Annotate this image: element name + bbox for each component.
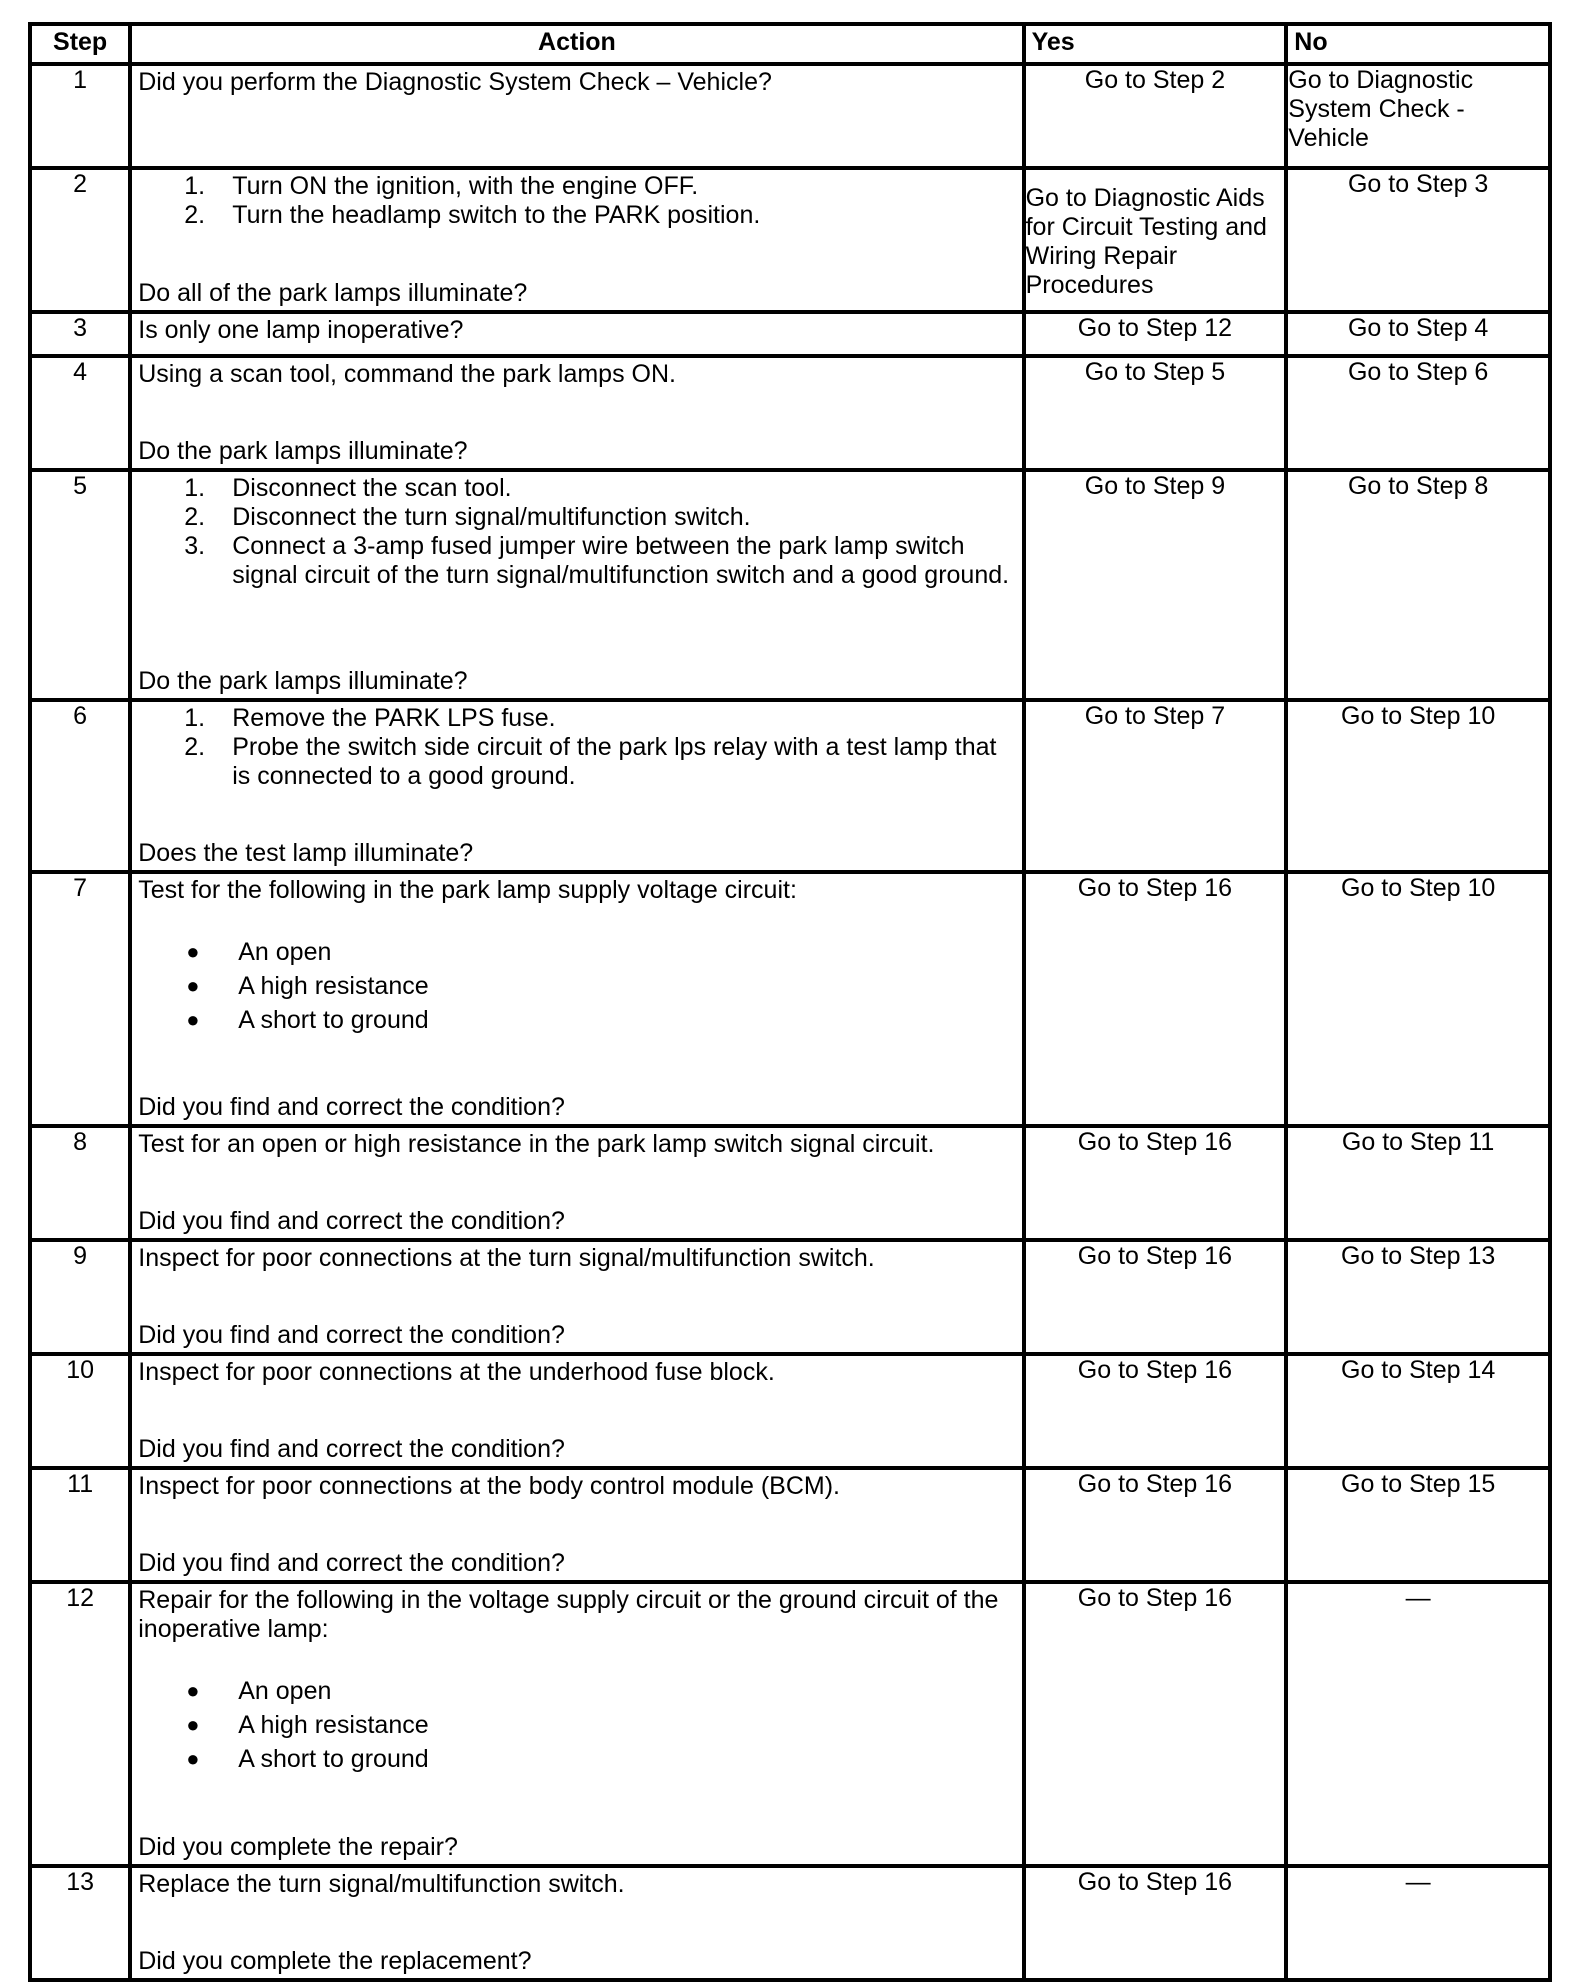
no-cell: — [1286, 1866, 1550, 1980]
no-cell: — [1286, 1582, 1550, 1866]
no-cell: Go to Step 8 [1286, 470, 1550, 700]
no-cell: Go to Step 14 [1286, 1354, 1550, 1468]
yes-cell: Go to Step 16 [1024, 1468, 1287, 1582]
table-row [30, 1240, 1550, 1354]
step-number: 13 [30, 1866, 130, 1980]
action-question: Did you find and correct the condition? [138, 1207, 565, 1235]
list-item: 2. Disconnect the turn signal/multifunction switch. [184, 503, 751, 531]
action-cell [130, 1126, 1023, 1240]
step-number: 5 [30, 470, 130, 700]
action-text: Inspect for poor connections at the turn signal/multifunction switch. [138, 1244, 875, 1272]
action-text: Is only one lamp inoperative? [138, 316, 464, 344]
table-row [30, 312, 1550, 356]
table-row [30, 1582, 1550, 1866]
action-question: Do the park lamps illuminate? [138, 667, 468, 695]
yes-cell: Go to Step 16 [1024, 1866, 1287, 1980]
action-question: Did you complete the repair? [138, 1833, 458, 1861]
table-row [30, 168, 1550, 312]
yes-cell: Go to Step 5 [1024, 356, 1287, 470]
action-question: Did you find and correct the condition? [138, 1321, 565, 1349]
yes-cell: Go to Step 12 [1024, 312, 1287, 356]
no-cell: Go to Step 4 [1286, 312, 1550, 356]
list-item: 1. Turn ON the ignition, with the engine OFF. [184, 172, 699, 200]
action-text: Using a scan tool, command the park lamps ON. [138, 360, 676, 388]
no-cell: Go to Diagnostic System Check - Vehicle [1286, 64, 1550, 168]
action-cell [130, 168, 1023, 312]
action-cell [130, 1582, 1023, 1866]
yes-cell: Go to Step 16 [1024, 872, 1287, 1126]
diagnostic-table [28, 22, 1552, 1982]
step-number: 8 [30, 1126, 130, 1240]
yes-cell: Go to Diagnostic Aids for Circuit Testing and Wiring Repair Procedures [1024, 168, 1287, 312]
step-number: 10 [30, 1354, 130, 1468]
table-row [30, 470, 1550, 700]
list-item: 3. Connect a 3-amp fused jumper wire between the park lamp switch signal circuit of the turn signal/multifunction switch and a good ground. [184, 532, 1010, 589]
yes-cell: Go to Step 9 [1024, 470, 1287, 700]
list-item: ● A short to ground [186, 1006, 429, 1034]
list-item: ● A high resistance [186, 1711, 429, 1739]
list-item: 1. Remove the PARK LPS fuse. [184, 704, 556, 732]
action-text: Repair for the following in the voltage supply circuit or the ground circuit of the inoperative lamp: [138, 1586, 999, 1643]
no-cell: Go to Step 11 [1286, 1126, 1550, 1240]
action-question: Did you find and correct the condition? [138, 1093, 565, 1121]
table-row [30, 356, 1550, 470]
list-item: ● A short to ground [186, 1745, 429, 1773]
action-cell [130, 1354, 1023, 1468]
action-cell [130, 700, 1023, 872]
action-question: Do the park lamps illuminate? [138, 437, 468, 465]
table-row [30, 872, 1550, 1126]
table-row [30, 700, 1550, 872]
action-cell [130, 312, 1023, 356]
action-cell [130, 470, 1023, 700]
header-action: Action [130, 24, 1023, 64]
action-question: Does the test lamp illuminate? [138, 839, 474, 867]
no-cell: Go to Step 10 [1286, 700, 1550, 872]
bullet-list [138, 1674, 1015, 1776]
action-question: Did you find and correct the condition? [138, 1549, 565, 1577]
header-no: No [1286, 24, 1550, 64]
step-number: 6 [30, 700, 130, 872]
step-number: 9 [30, 1240, 130, 1354]
step-number: 4 [30, 356, 130, 470]
table-row [30, 1126, 1550, 1240]
yes-cell: Go to Step 16 [1024, 1582, 1287, 1866]
list-item: ● An open [186, 938, 332, 966]
action-cell [130, 1468, 1023, 1582]
no-cell: Go to Step 3 [1286, 168, 1550, 312]
numbered-list [138, 474, 1015, 590]
step-number: 2 [30, 168, 130, 312]
action-text: Test for an open or high resistance in the park lamp switch signal circuit. [138, 1130, 935, 1158]
action-question: Did you complete the replacement? [138, 1947, 532, 1975]
action-text: Replace the turn signal/multifunction switch. [138, 1870, 625, 1898]
yes-cell: Go to Step 16 [1024, 1240, 1287, 1354]
header-yes: Yes [1024, 24, 1287, 64]
table-row [30, 1468, 1550, 1582]
action-text: Test for the following in the park lamp supply voltage circuit: [138, 876, 797, 904]
action-cell [130, 872, 1023, 1126]
step-number: 3 [30, 312, 130, 356]
numbered-list [138, 704, 1015, 791]
step-number: 12 [30, 1582, 130, 1866]
no-cell: Go to Step 13 [1286, 1240, 1550, 1354]
action-text: Did you perform the Diagnostic System Check – Vehicle? [138, 68, 772, 96]
action-cell [130, 64, 1023, 168]
step-number: 7 [30, 872, 130, 1126]
list-item: 2. Turn the headlamp switch to the PARK position. [184, 201, 761, 229]
action-text: Inspect for poor connections at the underhood fuse block. [138, 1358, 775, 1386]
yes-cell: Go to Step 2 [1024, 64, 1287, 168]
list-item: ● A high resistance [186, 972, 429, 1000]
table-row [30, 64, 1550, 168]
list-item: 2. Probe the switch side circuit of the park lps relay with a test lamp that is connected to a good ground. [184, 733, 997, 790]
yes-cell: Go to Step 16 [1024, 1126, 1287, 1240]
list-item: ● An open [186, 1677, 332, 1705]
table-row [30, 1354, 1550, 1468]
header-step: Step [30, 24, 130, 64]
step-number: 1 [30, 64, 130, 168]
action-text: Inspect for poor connections at the body control module (BCM). [138, 1472, 840, 1500]
no-cell: Go to Step 6 [1286, 356, 1550, 470]
yes-cell: Go to Step 7 [1024, 700, 1287, 872]
no-cell: Go to Step 10 [1286, 872, 1550, 1126]
yes-cell: Go to Step 16 [1024, 1354, 1287, 1468]
action-question: Do all of the park lamps illuminate? [138, 279, 528, 307]
action-cell [130, 356, 1023, 470]
list-item: 1. Disconnect the scan tool. [184, 474, 512, 502]
action-question: Did you find and correct the condition? [138, 1435, 565, 1463]
action-cell [130, 1240, 1023, 1354]
table-row [30, 1866, 1550, 1980]
step-number: 11 [30, 1468, 130, 1582]
header-row [30, 24, 1550, 64]
action-cell [130, 1866, 1023, 1980]
numbered-list [138, 172, 1015, 230]
bullet-list [138, 935, 1015, 1037]
no-cell: Go to Step 15 [1286, 1468, 1550, 1582]
